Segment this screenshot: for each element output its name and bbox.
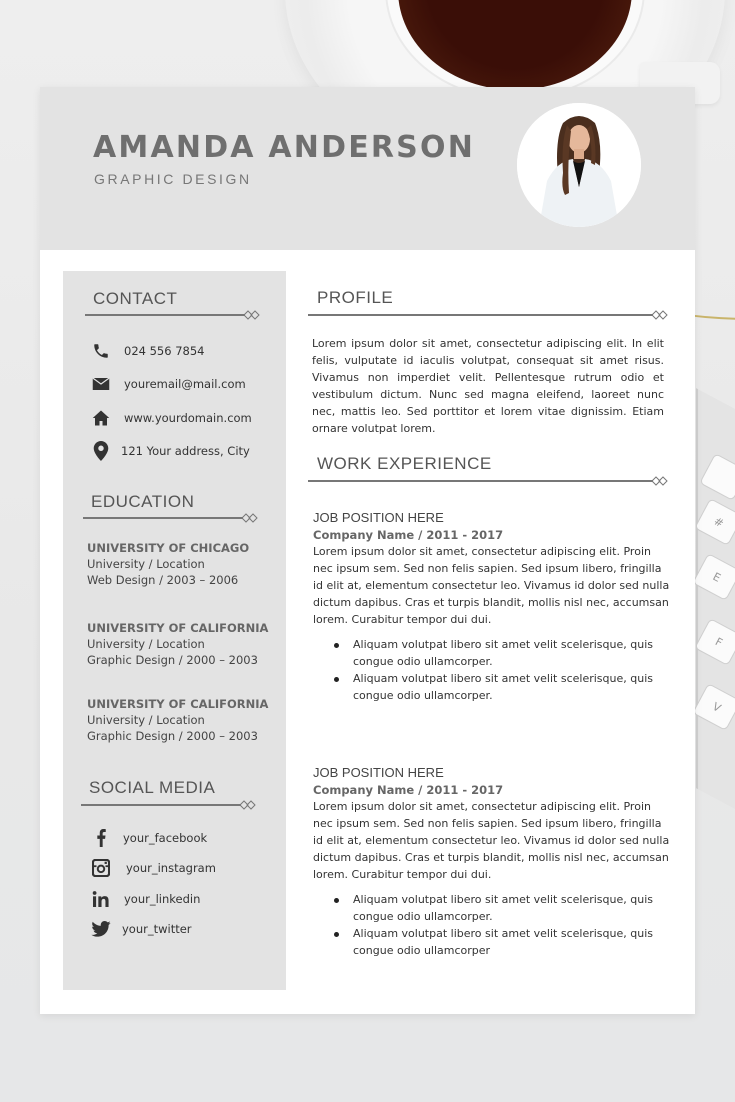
contact-address [91, 441, 250, 461]
social-instagram [91, 858, 216, 878]
keyboard-key: # [694, 498, 735, 546]
section-divider [83, 513, 259, 523]
resume-header [40, 87, 695, 250]
keyboard-key: E [692, 553, 735, 601]
linkedin-handle[interactable]: your_linkedin [124, 892, 201, 906]
job-description: Lorem ipsum dolor sit amet, consectetur adipiscing elit. Proin nec ipsum sem. Sed non felis sapien. Sed ipsum libero, fringilla id elit at, elementum consectetur leo. Vivamus id dolor sed nulla dictum dapibus. Cras et turpis blandit, mollis nisl nec, accumsan lorem. Curabitur tempor dui dui. [313, 545, 670, 626]
candidate-title: GRAPHIC DESIGN [94, 171, 252, 187]
school-location: University / Location [87, 557, 205, 571]
candidate-name: AMANDA ANDERSON [93, 130, 475, 165]
contact-email [91, 374, 246, 394]
education-entry [87, 540, 249, 588]
profile-summary: Lorem ipsum dolor sit amet, consectetur adipiscing elit. In elit felis, vulputate id iaculis volutpat, consequat sit amet risus. Vivamus non imperdiet velit. Pellentesque rutrum odio et vestibulum dictum. Nunc sed magna eleifend, laoreet nunc nec, mattis leo. Sed porttitor et lorem vitae dignissim. Etiam ornare volutpat lorem. [312, 337, 664, 435]
school-name: UNIVERSITY OF CHICAGO [87, 541, 250, 555]
job-bullet: Aliquam volutpat libero sit amet velit scelerisque, quis congue odio ullamcorper [353, 927, 653, 957]
education-heading: EDUCATION [91, 492, 195, 511]
contact-website [91, 408, 252, 428]
email-address[interactable]: youremail@mail.com [124, 377, 246, 391]
social-twitter [91, 919, 192, 939]
degree-dates: Graphic Design / 2000 – 2003 [87, 653, 258, 667]
diamond-ornament-icon [243, 310, 261, 320]
school-name: UNIVERSITY OF CALIFORNIA [87, 621, 269, 635]
social-linkedin [91, 889, 200, 909]
section-divider [85, 310, 261, 320]
sidebar [63, 271, 286, 990]
degree-dates: Graphic Design / 2000 – 2003 [87, 729, 258, 743]
envelope-icon [91, 374, 111, 394]
map-pin-icon [91, 441, 111, 461]
education-entry [87, 620, 268, 668]
contact-phone [91, 341, 204, 361]
keyboard-key: F [694, 618, 735, 666]
diamond-ornament-icon [239, 800, 257, 810]
job-bullet: Aliquam volutpat libero sit amet velit scelerisque, quis congue odio ullamcorper. [353, 638, 653, 668]
twitter-icon [91, 919, 111, 939]
job-position: JOB POSITION HERE [313, 510, 444, 525]
section-divider [308, 310, 669, 320]
linkedin-icon [91, 889, 111, 909]
phone-number: 024 556 7854 [124, 344, 205, 358]
school-location: University / Location [87, 637, 205, 651]
job-bullets [353, 891, 653, 959]
diamond-ornament-icon [241, 513, 259, 523]
resume-page [40, 87, 695, 1014]
school-location: University / Location [87, 713, 205, 727]
diamond-ornament-icon [651, 310, 669, 320]
job-bullets [353, 636, 653, 704]
person-photo-icon [517, 103, 641, 227]
instagram-icon [91, 858, 111, 878]
job-bullet: Aliquam volutpat libero sit amet velit scelerisque, quis congue odio ullamcorper. [353, 672, 653, 702]
section-divider [81, 800, 257, 810]
profile-heading: PROFILE [317, 288, 394, 307]
postal-address: 121 Your address, City [121, 444, 250, 458]
contact-heading: CONTACT [93, 289, 178, 308]
social-facebook [91, 828, 207, 848]
section-divider [308, 476, 669, 486]
education-entry [87, 696, 268, 744]
facebook-handle[interactable]: your_facebook [123, 831, 208, 845]
twitter-handle[interactable]: your_twitter [122, 922, 192, 936]
facebook-icon [91, 828, 111, 848]
degree-dates: Web Design / 2003 – 2006 [87, 573, 239, 587]
phone-icon [91, 341, 111, 361]
company-dates: Company Name / 2011 - 2017 [313, 783, 504, 797]
job-position: JOB POSITION HERE [313, 765, 444, 780]
job-description: Lorem ipsum dolor sit amet, consectetur adipiscing elit. Proin nec ipsum sem. Sed non felis sapien. Sed ipsum libero, fringilla id elit at, elementum consectetur leo. Vivamus id dolor sed nulla dictum dapibus. Cras et turpis blandit, mollis nisl nec, accumsan lorem. Curabitur tempor dui dui. [313, 800, 670, 881]
website-url[interactable]: www.yourdomain.com [124, 411, 252, 425]
keyboard-key: V [692, 683, 735, 731]
social-media-heading: SOCIAL MEDIA [89, 778, 216, 797]
job-bullet: Aliquam volutpat libero sit amet velit scelerisque, quis congue odio ullamcorper. [353, 893, 653, 923]
profile-photo [517, 103, 641, 227]
company-dates: Company Name / 2011 - 2017 [313, 528, 504, 542]
home-icon [91, 408, 111, 428]
work-experience-heading: WORK EXPERIENCE [317, 454, 492, 473]
instagram-handle[interactable]: your_instagram [126, 861, 216, 875]
school-name: UNIVERSITY OF CALIFORNIA [87, 697, 269, 711]
diamond-ornament-icon [651, 476, 669, 486]
